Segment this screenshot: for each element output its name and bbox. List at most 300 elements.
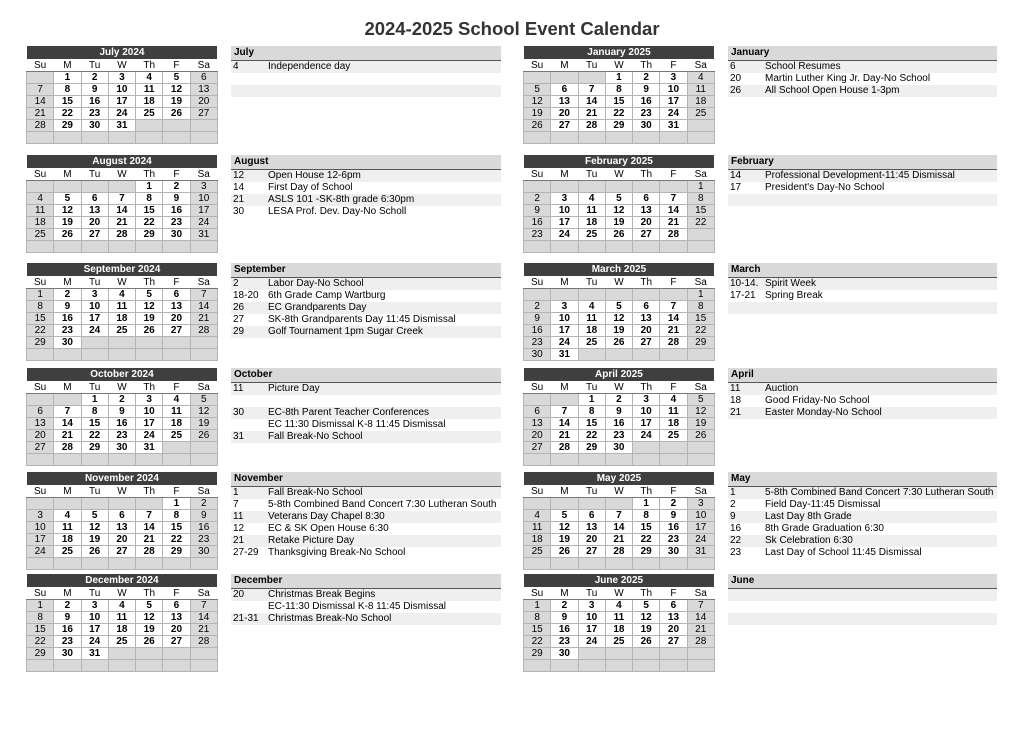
calendar-day: 22: [27, 636, 54, 648]
calendar-day: 9: [551, 612, 578, 624]
event-row: [231, 523, 501, 535]
day-of-week-header: Su: [524, 60, 551, 72]
event-description: Fall Break-No School: [268, 431, 363, 442]
calendar-day: 24: [551, 229, 578, 241]
event-list-december: [231, 574, 501, 637]
calendar-day: 12: [633, 612, 660, 624]
calendar-day: 7: [190, 600, 217, 612]
calendar-empty-cell: [687, 558, 714, 570]
event-description: Picture Day: [268, 383, 320, 394]
calendar-day: 26: [163, 108, 190, 120]
event-date: 12: [233, 523, 245, 534]
calendar-day: 22: [81, 430, 108, 442]
event-row: [231, 547, 501, 559]
event-description: EC 11:30 Dismissal K-8 11:45 Dismissal: [268, 419, 446, 430]
event-date: 21: [730, 407, 742, 418]
day-of-week-header: W: [605, 382, 632, 394]
day-of-week-header: F: [163, 588, 190, 600]
day-of-week-header: M: [551, 60, 578, 72]
event-description: SK-8th Grandparents Day 11:45 Dismissal: [268, 314, 456, 325]
day-of-week-header: Tu: [578, 169, 605, 181]
event-description: Last Day 8th Grade: [765, 511, 852, 522]
calendar-day: 5: [605, 193, 632, 205]
calendar-day: 6: [190, 72, 217, 84]
calendar-day: 21: [190, 624, 217, 636]
calendar-day: 19: [524, 108, 551, 120]
calendar-day: 20: [633, 325, 660, 337]
event-date: 11: [730, 383, 741, 394]
event-description: EC & SK Open House 6:30: [268, 523, 389, 534]
calendar-empty-cell: [81, 454, 108, 466]
day-of-week-header: Sa: [190, 169, 217, 181]
day-of-week-header: F: [163, 382, 190, 394]
calendar-day: 17: [190, 205, 217, 217]
calendar-empty-cell: [54, 394, 81, 406]
calendar-day: 4: [163, 394, 190, 406]
calendar-day: 14: [660, 313, 687, 325]
calendar-day: 2: [108, 394, 135, 406]
calendar-empty-cell: [660, 289, 687, 301]
calendar-day: 21: [660, 325, 687, 337]
calendar-day: 11: [524, 522, 551, 534]
day-of-week-header: F: [163, 169, 190, 181]
event-row: [231, 419, 501, 431]
event-row: [231, 487, 501, 499]
calendar-day: 12: [605, 205, 632, 217]
event-list-november: [231, 472, 501, 559]
event-date: 9: [730, 511, 736, 522]
calendar-empty-cell: [524, 558, 551, 570]
event-row: [231, 61, 501, 73]
calendar-month-title: March 2025: [524, 263, 715, 277]
calendar-empty-cell: [633, 132, 660, 144]
event-row: [231, 302, 501, 314]
calendar-day: 28: [687, 636, 714, 648]
calendar-day: 1: [578, 394, 605, 406]
calendar-month-title: April 2025: [524, 368, 715, 382]
calendar-day: 12: [687, 406, 714, 418]
calendar-day: 7: [660, 301, 687, 313]
calendar-empty-cell: [578, 498, 605, 510]
event-month-heading: September: [231, 263, 501, 278]
calendar-day: 20: [551, 108, 578, 120]
day-of-week-header: Th: [633, 382, 660, 394]
calendar-day: 23: [633, 108, 660, 120]
calendar-day: 3: [190, 181, 217, 193]
month-calendar-february-2025: [523, 155, 715, 253]
event-description: 5-8th Combined Band Concert 7:30 Lutheran South: [268, 499, 497, 510]
calendar-day: 30: [54, 337, 81, 349]
calendar-day: 29: [578, 442, 605, 454]
calendar-day: 20: [81, 217, 108, 229]
day-of-week-header: M: [54, 169, 81, 181]
event-row: [231, 326, 501, 338]
day-of-week-header: Su: [524, 169, 551, 181]
calendar-empty-cell: [27, 558, 54, 570]
calendar-day: 31: [190, 229, 217, 241]
day-of-week-header: Tu: [578, 277, 605, 289]
calendar-day: 10: [633, 406, 660, 418]
event-description: Fall Break-No School: [268, 487, 363, 498]
day-of-week-header: W: [605, 169, 632, 181]
event-row-empty: [728, 625, 997, 637]
calendar-day: 24: [81, 636, 108, 648]
calendar-empty-cell: [524, 72, 551, 84]
event-date: 12: [233, 170, 245, 181]
day-of-week-header: Su: [524, 382, 551, 394]
calendar-day: 21: [54, 430, 81, 442]
calendar-day: 29: [163, 546, 190, 558]
calendar-empty-cell: [81, 241, 108, 253]
calendar-day: 23: [524, 229, 551, 241]
calendar-day: 13: [163, 612, 190, 624]
calendar-day: 1: [27, 600, 54, 612]
event-date: 27-29: [233, 547, 259, 558]
calendar-day: 7: [660, 193, 687, 205]
calendar-day: 2: [633, 72, 660, 84]
event-row: [231, 395, 501, 407]
event-description: EC Grandparents Day: [268, 302, 367, 313]
calendar-day: 23: [605, 430, 632, 442]
calendar-day: 27: [524, 442, 551, 454]
calendar-day: 28: [190, 636, 217, 648]
event-date: 18: [730, 395, 742, 406]
event-description: 5-8th Combined Band Concert 7:30 Lutheran South: [765, 487, 994, 498]
calendar-day: 12: [605, 313, 632, 325]
event-list-march: [728, 263, 997, 326]
event-description: Field Day-11:45 Dismissal: [765, 499, 881, 510]
calendar-day: 2: [551, 600, 578, 612]
day-of-week-header: Th: [136, 486, 163, 498]
event-month-heading: June: [728, 574, 997, 589]
calendar-day: 17: [660, 96, 687, 108]
day-of-week-header: Th: [633, 277, 660, 289]
calendar-empty-cell: [108, 241, 135, 253]
calendar-day: 6: [108, 510, 135, 522]
calendar-empty-cell: [27, 241, 54, 253]
calendar-day: 5: [605, 301, 632, 313]
calendar-day: 5: [633, 600, 660, 612]
day-of-week-header: Sa: [190, 382, 217, 394]
calendar-day: 18: [578, 217, 605, 229]
calendar-day: 25: [524, 546, 551, 558]
calendar-day: 9: [524, 205, 551, 217]
calendar-empty-cell: [687, 132, 714, 144]
day-of-week-header: Sa: [687, 169, 714, 181]
event-row-empty: [728, 302, 997, 314]
calendar-empty-cell: [605, 349, 632, 361]
calendar-day: 15: [633, 522, 660, 534]
day-of-week-header: Su: [524, 277, 551, 289]
calendar-empty-cell: [551, 558, 578, 570]
calendar-day: 15: [27, 624, 54, 636]
calendar-day: 1: [27, 289, 54, 301]
calendar-day: 5: [524, 84, 551, 96]
calendar-day: 1: [687, 181, 714, 193]
calendar-day: 22: [605, 108, 632, 120]
calendar-empty-cell: [578, 558, 605, 570]
calendar-day: 10: [551, 313, 578, 325]
day-of-week-header: F: [163, 60, 190, 72]
calendar-empty-cell: [81, 181, 108, 193]
calendar-day: 4: [578, 301, 605, 313]
calendar-empty-cell: [54, 558, 81, 570]
calendar-day: 3: [136, 394, 163, 406]
event-date: 14: [233, 182, 245, 193]
calendar-empty-cell: [578, 181, 605, 193]
calendar-empty-cell: [136, 454, 163, 466]
calendar-day: 8: [54, 84, 81, 96]
calendar-empty-cell: [54, 181, 81, 193]
calendar-day: 12: [81, 522, 108, 534]
calendar-empty-cell: [524, 181, 551, 193]
calendar-empty-cell: [551, 498, 578, 510]
event-month-heading: August: [231, 155, 501, 170]
calendar-day: 7: [578, 84, 605, 96]
day-of-week-header: Th: [136, 588, 163, 600]
calendar-empty-cell: [524, 241, 551, 253]
calendar-day: 15: [136, 205, 163, 217]
event-description: Christmas Break Begins: [268, 589, 376, 600]
calendar-day: 28: [54, 442, 81, 454]
calendar-day: 20: [163, 624, 190, 636]
month-calendar-november-2024: [26, 472, 218, 570]
calendar-day: 5: [190, 394, 217, 406]
calendar-empty-cell: [136, 349, 163, 361]
calendar-day: 16: [551, 624, 578, 636]
calendar-empty-cell: [605, 648, 632, 660]
event-date: 7: [233, 499, 239, 510]
event-row: [728, 170, 997, 182]
event-description: Golf Tournament 1pm Sugar Creek: [268, 326, 423, 337]
calendar-day: 20: [633, 217, 660, 229]
calendar-day: 8: [578, 406, 605, 418]
calendar-day: 27: [551, 120, 578, 132]
calendar-empty-cell: [633, 349, 660, 361]
event-list-september: [231, 263, 501, 338]
month-calendar-july-2024: [26, 46, 218, 144]
calendar-day: 15: [81, 418, 108, 430]
calendar-day: 19: [163, 96, 190, 108]
calendar-day: 10: [81, 301, 108, 313]
month-calendar-april-2025: [523, 368, 715, 466]
calendar-empty-cell: [81, 660, 108, 672]
calendar-day: 23: [81, 108, 108, 120]
calendar-day: 18: [27, 217, 54, 229]
calendar-empty-cell: [54, 132, 81, 144]
calendar-empty-cell: [27, 454, 54, 466]
calendar-day: 9: [108, 406, 135, 418]
calendar-day: 6: [163, 289, 190, 301]
calendar-empty-cell: [687, 454, 714, 466]
calendar-day: 15: [524, 624, 551, 636]
calendar-day: 23: [163, 217, 190, 229]
calendar-empty-cell: [578, 349, 605, 361]
calendar-day: 10: [578, 612, 605, 624]
calendar-month-title: November 2024: [27, 472, 218, 486]
event-row: [728, 383, 997, 395]
calendar-day: 20: [190, 96, 217, 108]
calendar-empty-cell: [163, 454, 190, 466]
calendar-day: 8: [163, 510, 190, 522]
calendar-empty-cell: [81, 349, 108, 361]
calendar-day: 21: [190, 313, 217, 325]
calendar-empty-cell: [54, 349, 81, 361]
calendar-day: 25: [660, 430, 687, 442]
calendar-empty-cell: [605, 498, 632, 510]
calendar-empty-cell: [27, 181, 54, 193]
calendar-day: 21: [578, 108, 605, 120]
calendar-day: 2: [81, 72, 108, 84]
event-date: 21: [233, 535, 245, 546]
calendar-empty-cell: [136, 558, 163, 570]
calendar-day: 29: [136, 229, 163, 241]
calendar-day: 26: [605, 229, 632, 241]
calendar-day: 18: [163, 418, 190, 430]
event-row: [231, 170, 501, 182]
event-description: All School Open House 1-3pm: [765, 85, 900, 96]
event-row: [231, 511, 501, 523]
calendar-day: 26: [136, 325, 163, 337]
calendar-day: 9: [605, 406, 632, 418]
event-row-empty: [231, 85, 501, 97]
calendar-day: 25: [108, 636, 135, 648]
calendar-day: 26: [190, 430, 217, 442]
calendar-empty-cell: [81, 337, 108, 349]
day-of-week-header: F: [660, 486, 687, 498]
calendar-empty-cell: [524, 454, 551, 466]
calendar-day: 23: [190, 534, 217, 546]
event-row-empty: [231, 625, 501, 637]
day-of-week-header: M: [551, 169, 578, 181]
calendar-day: 14: [108, 205, 135, 217]
calendar-day: 25: [136, 108, 163, 120]
calendar-day: 21: [136, 534, 163, 546]
calendar-day: 15: [163, 522, 190, 534]
calendar-month-title: August 2024: [27, 155, 218, 169]
calendar-day: 19: [633, 624, 660, 636]
calendar-day: 29: [27, 337, 54, 349]
event-date: 10-14.: [730, 278, 759, 289]
calendar-day: 8: [136, 193, 163, 205]
event-date: 21: [233, 194, 245, 205]
event-date: 2: [730, 499, 736, 510]
day-of-week-header: M: [54, 486, 81, 498]
calendar-day: 29: [687, 337, 714, 349]
calendar-empty-cell: [524, 660, 551, 672]
calendar-day: 23: [551, 636, 578, 648]
calendar-day: 18: [605, 624, 632, 636]
calendar-day: 13: [551, 96, 578, 108]
calendar-empty-cell: [633, 648, 660, 660]
calendar-day: 16: [54, 313, 81, 325]
event-row: [231, 194, 501, 206]
calendar-day: 11: [54, 522, 81, 534]
calendar-day: 9: [81, 84, 108, 96]
calendar-empty-cell: [108, 498, 135, 510]
event-row-empty: [728, 206, 997, 218]
day-of-week-header: Su: [27, 382, 54, 394]
calendar-day: 6: [578, 510, 605, 522]
calendar-empty-cell: [605, 181, 632, 193]
calendar-day: 28: [190, 325, 217, 337]
calendar-day: 4: [605, 600, 632, 612]
event-description: Good Friday-No School: [765, 395, 870, 406]
calendar-day: 1: [524, 600, 551, 612]
calendar-day: 21: [605, 534, 632, 546]
day-of-week-header: W: [108, 382, 135, 394]
day-of-week-header: Tu: [81, 486, 108, 498]
calendar-empty-cell: [687, 660, 714, 672]
calendar-day: 22: [633, 534, 660, 546]
calendar-empty-cell: [190, 241, 217, 253]
event-date: 30: [233, 407, 245, 418]
calendar-day: 24: [551, 337, 578, 349]
calendar-day: 27: [190, 108, 217, 120]
event-row: [231, 290, 501, 302]
calendar-day: 24: [190, 217, 217, 229]
calendar-day: 30: [605, 442, 632, 454]
calendar-day: 11: [108, 301, 135, 313]
calendar-day: 11: [136, 84, 163, 96]
day-of-week-header: Sa: [687, 277, 714, 289]
event-row-empty: [728, 97, 997, 109]
calendar-day: 13: [660, 612, 687, 624]
event-description: Professional Development-11:45 Dismissal: [765, 170, 955, 181]
calendar-day: 13: [633, 313, 660, 325]
calendar-day: 30: [551, 648, 578, 660]
calendar-day: 23: [54, 325, 81, 337]
calendar-day: 14: [660, 205, 687, 217]
calendar-day: 14: [687, 612, 714, 624]
event-row: [728, 61, 997, 73]
calendar-day: 11: [27, 205, 54, 217]
calendar-day: 6: [633, 301, 660, 313]
calendar-day: 24: [81, 325, 108, 337]
day-of-week-header: Su: [27, 277, 54, 289]
calendar-day: 22: [163, 534, 190, 546]
calendar-day: 4: [136, 72, 163, 84]
calendar-day: 12: [524, 96, 551, 108]
calendar-day: 17: [578, 624, 605, 636]
event-description: Spring Break: [765, 290, 823, 301]
calendar-day: 16: [524, 325, 551, 337]
calendar-day: 18: [660, 418, 687, 430]
event-date: 23: [730, 547, 742, 558]
calendar-empty-cell: [660, 181, 687, 193]
calendar-day: 25: [687, 108, 714, 120]
calendar-day: 12: [190, 406, 217, 418]
event-row: [728, 278, 997, 290]
event-list-may: [728, 472, 997, 559]
calendar-day: 16: [660, 522, 687, 534]
calendar-day: 23: [54, 636, 81, 648]
month-calendar-january-2025: [523, 46, 715, 144]
calendar-day: 11: [687, 84, 714, 96]
calendar-day: 5: [687, 394, 714, 406]
calendar-month-title: July 2024: [27, 46, 218, 60]
calendar-day: 29: [27, 648, 54, 660]
event-description: Spirit Week: [765, 278, 816, 289]
calendar-empty-cell: [524, 498, 551, 510]
calendar-day: 2: [54, 289, 81, 301]
calendar-day: 3: [551, 193, 578, 205]
day-of-week-header: F: [660, 588, 687, 600]
calendar-day: 6: [633, 193, 660, 205]
calendar-day: 10: [136, 406, 163, 418]
event-date: 20: [730, 73, 742, 84]
event-date: 20: [233, 589, 245, 600]
